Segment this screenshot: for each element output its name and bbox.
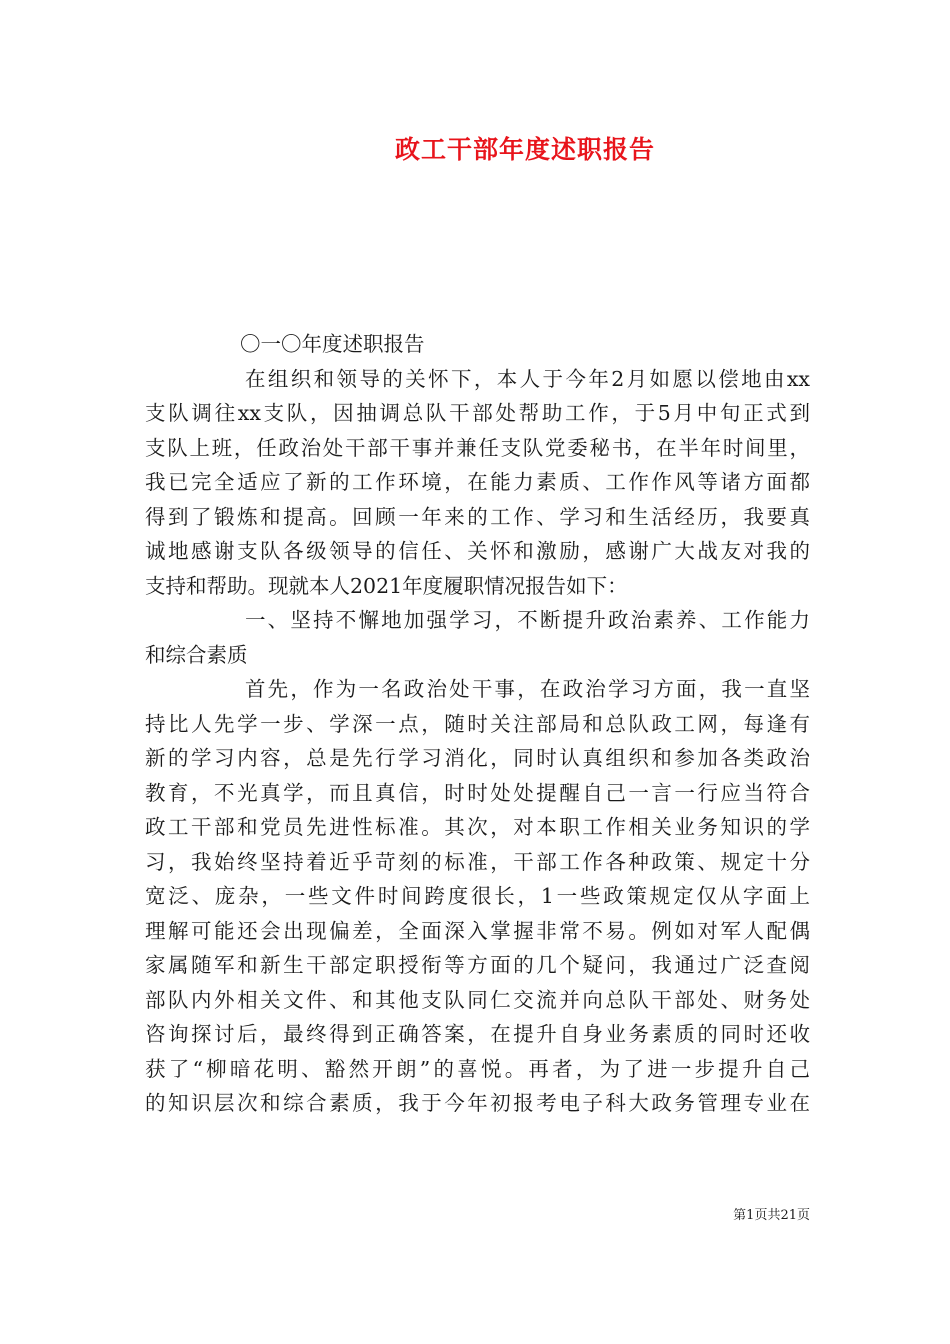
text-line: 和综合素质 [145,642,248,667]
text-line: 新的学习内容，总是先行学习消化，同时认真组织和参加各类政治 [145,746,810,770]
page-footer: 第1页共21页 [733,1208,810,1223]
text-line: 持比人先学一步、学深一点，随时关注部局和总队政工网，每逢有 [145,711,810,736]
text-line: 一、坚持不懈地加强学习，不断提升政治素养、工作能力 [245,608,810,632]
text-line: 支队上班，任政治处干部干事并兼任支队党委秘书，在半年时间里， [145,435,810,460]
text-line: 支队调往xx支队，因抽调总队干部处帮助工作，于5月中旬正式到 [145,401,810,425]
text-line: 诚地感谢支队各级领导的信任、关怀和激励，感谢广大战友对我的 [145,539,810,563]
text-line: 政工干部和党员先进性标准。其次，对本职工作相关业务知识的学 [145,815,810,839]
text-line: 首先，作为一名政治处干事，在政治学习方面，我一直坚 [245,677,810,701]
text-line: 在组织和领导的关怀下，本人于今年2月如愿以偿地由xx [245,366,810,391]
text-line: 支持和帮助。现就本人2021年度履职情况报告如下： [145,573,628,598]
document-body [145,327,810,1121]
text-line: 的知识层次和综合素质，我于今年初报考电子科大政务管理专业在 [145,1091,810,1115]
text-line: 〇一〇年度述职报告 [240,332,425,356]
document-title: 政工干部年度述职报告 [394,135,655,164]
text-line: 得到了锻炼和提高。回顾一年来的工作、学习和生活经历，我要真 [145,504,810,529]
text-line: 宽泛、庞杂，一些文件时间跨度很长，1一些政策规定仅从字面上 [145,884,810,908]
text-line: 教育，不光真学，而且真信，时时处处提醒自己一言一行应当符合 [145,780,810,805]
text-line: 获了“柳暗花明、豁然开朗”的喜悦。再者，为了进一步提升自己 [145,1056,810,1081]
text-line: 咨询探讨后，最终得到正确答案，在提升自身业务素质的同时还收 [145,1022,810,1046]
text-line: 家属随军和新生干部定职授衔等方面的几个疑问，我通过广泛查阅 [145,953,810,977]
text-line: 部队内外相关文件、和其他支队同仁交流并向总队干部处、财务处 [145,987,810,1012]
text-line: 我已完全适应了新的工作环境，在能力素质、工作作风等诸方面都 [145,470,810,494]
text-line: 理解可能还会出现偏差，全面深入掌握非常不易。例如对军人配偶 [145,918,810,943]
text-line: 习，我始终坚持着近乎苛刻的标准，干部工作各种政策、规定十分 [145,849,810,874]
